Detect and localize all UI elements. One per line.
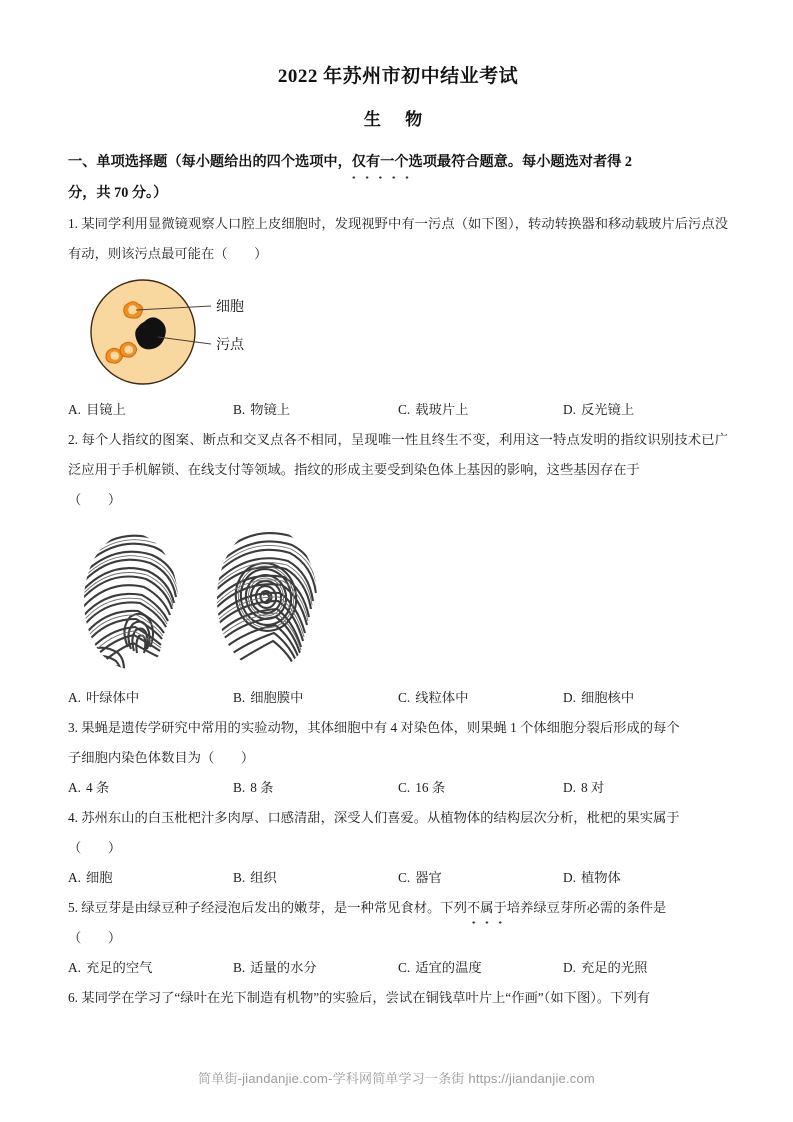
option-5-b-label: B. <box>233 959 246 975</box>
option-1-a[interactable] <box>68 395 233 425</box>
option-2-a[interactable] <box>68 683 233 713</box>
option-4-d[interactable] <box>563 863 728 893</box>
option-1-a-text: 目镜上 <box>85 401 126 417</box>
option-3-b[interactable] <box>233 773 398 803</box>
option-4-b-text: 组织 <box>250 869 277 885</box>
question-1-stem: 1. 某同学利用显微镜观察人口腔上皮细胞时，发现视野中有一污点（如下图），转动转换器和移动载玻片后污点没有动，则该污点最可能在（ ） <box>68 215 728 261</box>
option-2-a-text: 叶绿体中 <box>85 689 140 705</box>
option-1-c[interactable] <box>398 395 563 425</box>
fingerprint-whorl-image <box>208 523 326 675</box>
question-5-options <box>68 953 728 983</box>
option-4-b-label: B. <box>233 869 246 885</box>
section-heading-emphasis: 仅有一个 <box>352 147 409 178</box>
option-4-c-text: 器官 <box>415 869 442 885</box>
subject-title: 生 物 <box>363 109 433 129</box>
option-5-b[interactable] <box>233 953 398 983</box>
option-2-a-label: A. <box>68 689 81 705</box>
option-1-c-text: 载玻片上 <box>415 401 469 417</box>
option-2-d-label: D. <box>563 689 576 705</box>
option-3-a[interactable] <box>68 773 233 803</box>
option-2-c[interactable] <box>398 683 563 713</box>
option-2-b-text: 细胞膜中 <box>250 689 304 705</box>
option-4-b[interactable] <box>233 863 398 893</box>
page-title: 2022 年苏州市初中结业考试 <box>277 66 519 87</box>
option-1-a-label: A. <box>68 401 81 417</box>
question-5-stem-line2: （ ） <box>68 929 122 945</box>
section-heading-line1: 一、单项选择题（每小题给出的四个选项中，仅有一个选项最符合题意。每小题选对者得 2 <box>68 154 632 170</box>
option-2-b[interactable] <box>233 683 398 713</box>
option-5-d-label: D. <box>563 959 576 975</box>
option-5-d-text: 充足的光照 <box>580 959 648 975</box>
question-4-stem: 4. 苏州东山的白玉枇杷汁多肉厚、口感清甜，深受人们喜爱。从植物体的结构层次分析，枇杷的果实属于 <box>68 809 680 825</box>
option-5-b-text: 适量的水分 <box>250 959 317 975</box>
option-1-c-label: C. <box>398 401 411 417</box>
option-3-b-label: B. <box>233 779 246 795</box>
option-1-d-label: D. <box>563 401 576 417</box>
fingerprint-loop-image <box>76 529 186 674</box>
option-1-b-label: B. <box>233 401 246 417</box>
section-heading-line2: 分，共 70 分。） <box>68 184 168 201</box>
option-2-c-text: 线粒体中 <box>415 689 469 705</box>
option-4-c-label: C. <box>398 869 411 885</box>
option-3-a-label: A. <box>68 779 81 795</box>
option-4-a[interactable] <box>68 863 233 893</box>
option-3-d-label: D. <box>563 779 576 795</box>
option-4-a-label: A. <box>68 869 81 885</box>
option-3-d[interactable] <box>563 773 728 803</box>
question-5-stem-pre: 5. 绿豆芽是由绿豆种子经浸泡后发出的嫩芽，是一种常见食材。下列 <box>68 899 467 915</box>
question-3-options <box>68 773 728 803</box>
question-2-stem-tail: （ ） <box>68 491 122 507</box>
microscope-field-diagram <box>86 275 316 393</box>
option-1-d[interactable] <box>563 395 728 425</box>
option-3-a-text: 4 条 <box>85 779 110 795</box>
option-3-b-text: 8 条 <box>250 779 274 795</box>
question-3-stem: 3. 果蝇是遗传学研究中常用的实验动物，其体细胞中有 4 对染色体，则果蝇 1 个体细胞分裂后形成的每个 <box>68 719 680 735</box>
option-3-c[interactable] <box>398 773 563 803</box>
option-2-c-label: C. <box>398 689 411 705</box>
question-5-emphasis: 不属于 <box>467 893 507 923</box>
option-3-d-text: 8 对 <box>580 779 605 795</box>
option-5-c-text: 适宜的温度 <box>415 959 482 975</box>
option-4-a-text: 细胞 <box>85 869 113 885</box>
option-4-d-text: 植物体 <box>580 869 621 885</box>
option-2-d[interactable] <box>563 683 728 713</box>
question-1-options <box>68 395 728 425</box>
page-content <box>68 0 728 1013</box>
option-2-d-text: 细胞核中 <box>580 689 635 705</box>
option-1-b-text: 物镜上 <box>250 401 291 417</box>
option-4-c[interactable] <box>398 863 563 893</box>
question-4-stem-line2: （ ） <box>68 839 122 855</box>
footer-watermark: 简单街-jiandanjie.com-学科网简单学习一条街 https://jiandanjie.com <box>198 1071 595 1086</box>
question-5-stem-post: 培养绿豆芽所必需的条件是 <box>506 899 667 915</box>
option-2-b-label: B. <box>233 689 246 705</box>
question-2-stem: 2. 每个人指纹的图案、断点和交叉点各不相同，呈现唯一性且终生不变，利用这一特点发明的指纹识别技术已广泛应用于手机解锁、在线支付等领域。指纹的形成主要受到染色体上基因的影响，这些基因存在于 <box>68 431 728 477</box>
section-heading <box>68 147 728 209</box>
option-1-d-text: 反光镜上 <box>580 401 635 417</box>
option-4-d-label: D. <box>563 869 576 885</box>
option-3-c-text: 16 条 <box>415 779 446 795</box>
option-5-c[interactable] <box>398 953 563 983</box>
option-5-c-label: C. <box>398 959 411 975</box>
option-5-a-label: A. <box>68 959 81 975</box>
option-5-d[interactable] <box>563 953 728 983</box>
cell-label: 细胞 <box>216 297 244 314</box>
question-3-stem-line2: 子细胞内染色体数目为（ ） <box>68 749 255 765</box>
spot-label: 污点 <box>216 335 244 352</box>
question-4-options <box>68 863 728 893</box>
question-2-figure <box>68 523 728 683</box>
option-3-c-label: C. <box>398 779 411 795</box>
question-6-stem: 6. 某同学在学习了“绿叶在光下制造有机物”的实验后，尝试在铜钱草叶片上“作画”（如下图）。下列有 <box>68 989 651 1005</box>
option-1-b[interactable] <box>233 395 398 425</box>
option-5-a[interactable] <box>68 953 233 983</box>
question-5-stem <box>68 893 728 923</box>
question-1-figure <box>68 275 728 395</box>
option-5-a-text: 充足的空气 <box>85 959 153 975</box>
question-2-options <box>68 683 728 713</box>
